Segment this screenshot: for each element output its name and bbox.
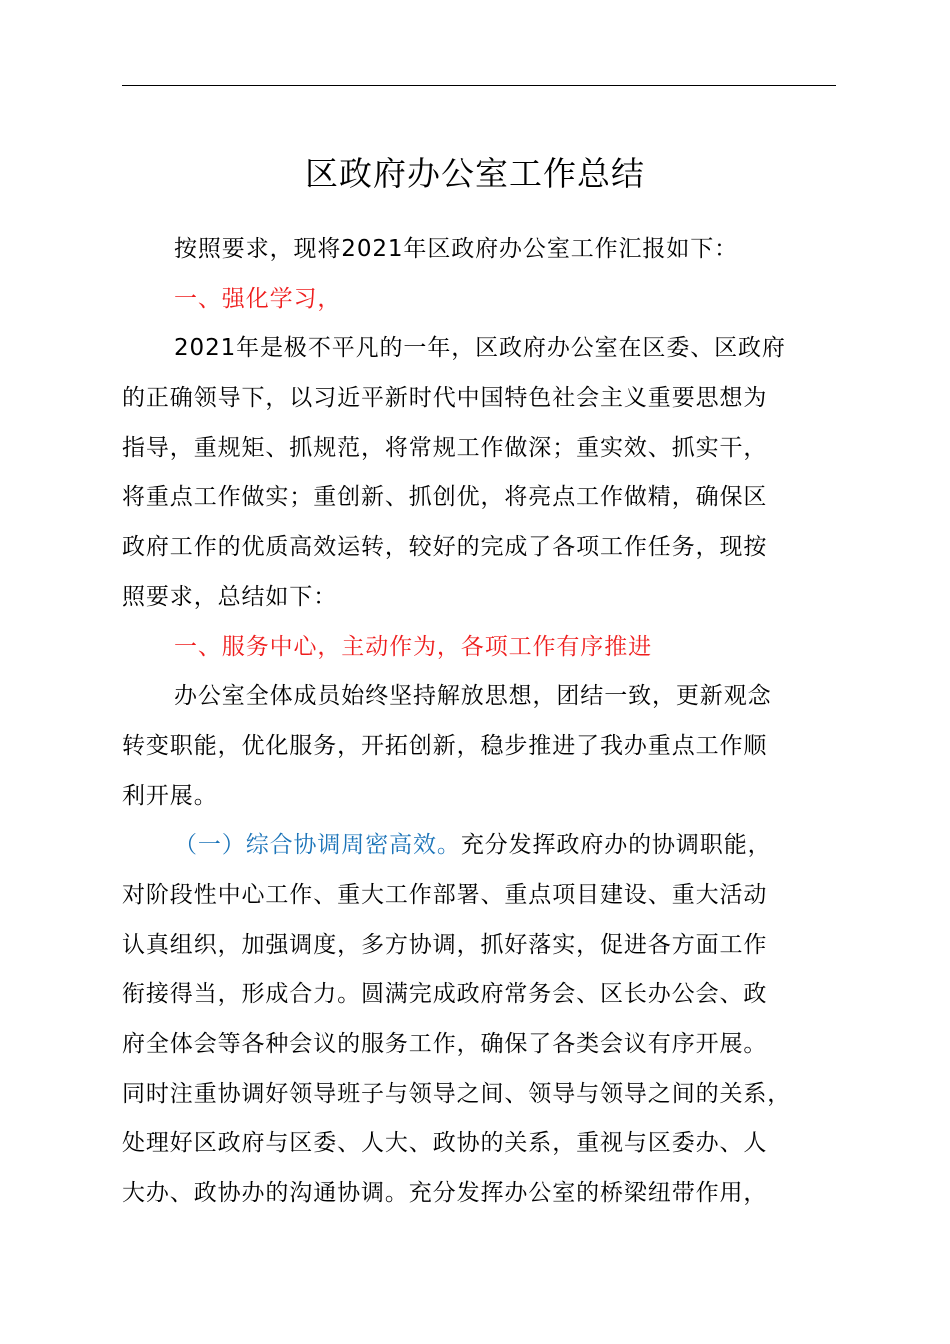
- paragraph-line: 利开展。: [122, 782, 218, 809]
- subsection-heading: （一）综合协调周密高效。: [174, 832, 461, 859]
- paragraph-line: 府全体会等各种会议的服务工作，确保了各类会议有序开展。: [122, 1031, 768, 1057]
- paragraph-line: 指导，重规矩、抓规范，将常规工作做深；重实效、抓实干，: [122, 434, 768, 461]
- document-title: 区政府办公室工作总结: [305, 154, 645, 193]
- paragraph-line: 衔接得当，形成合力。圆满完成政府常务会、区长办公会、政: [122, 981, 768, 1008]
- paragraph-line: 的正确领导下，以习近平新时代中国特色社会主义重要思想为: [122, 385, 768, 412]
- paragraph-line: 政府工作的优质高效运转，较好的完成了各项工作任务，现按: [122, 534, 768, 561]
- subsection-line: [122, 821, 844, 871]
- paragraph-line: 转变职能，优化服务，开拓创新，稳步推进了我办重点工作顺: [122, 732, 768, 759]
- paragraph-line: 对阶段性中心工作、重大工作部署、重点项目建设、重大活动: [122, 881, 768, 908]
- paragraph-line: 大办、政协办的沟通协调。充分发挥办公室的桥梁纽带作用，: [122, 1180, 768, 1207]
- section-heading: 一、强化学习，: [174, 285, 342, 312]
- section-heading: 一、服务中心，主动作为，各项工作有序推进: [174, 633, 652, 660]
- document-body: [122, 225, 844, 1219]
- paragraph-line: 2021年是极不平凡的一年，区政府办公室在区委、区政府: [174, 335, 786, 362]
- intro-line: 按照要求，现将2021年区政府办公室工作汇报如下：: [174, 236, 739, 262]
- paragraph-line: 照要求，总结如下：: [122, 583, 338, 610]
- paragraph-line: 将重点工作做实；重创新、抓创优，将亮点工作做精，确保区: [122, 484, 768, 511]
- paragraph-line: 办公室全体成员始终坚持解放思想，团结一致，更新观念: [174, 683, 772, 710]
- header-rule: [122, 85, 836, 86]
- paragraph-line: 认真组织，加强调度，多方协调，抓好落实，促进各方面工作: [122, 931, 768, 958]
- paragraph-line: 处理好区政府与区委、人大、政协的关系，重视与区委办、人: [122, 1130, 768, 1157]
- paragraph-line: 同时注重协调好领导班子与领导之间、领导与领导之间的关系，: [122, 1080, 792, 1107]
- subsection-text: 充分发挥政府办的协调职能，: [460, 832, 772, 859]
